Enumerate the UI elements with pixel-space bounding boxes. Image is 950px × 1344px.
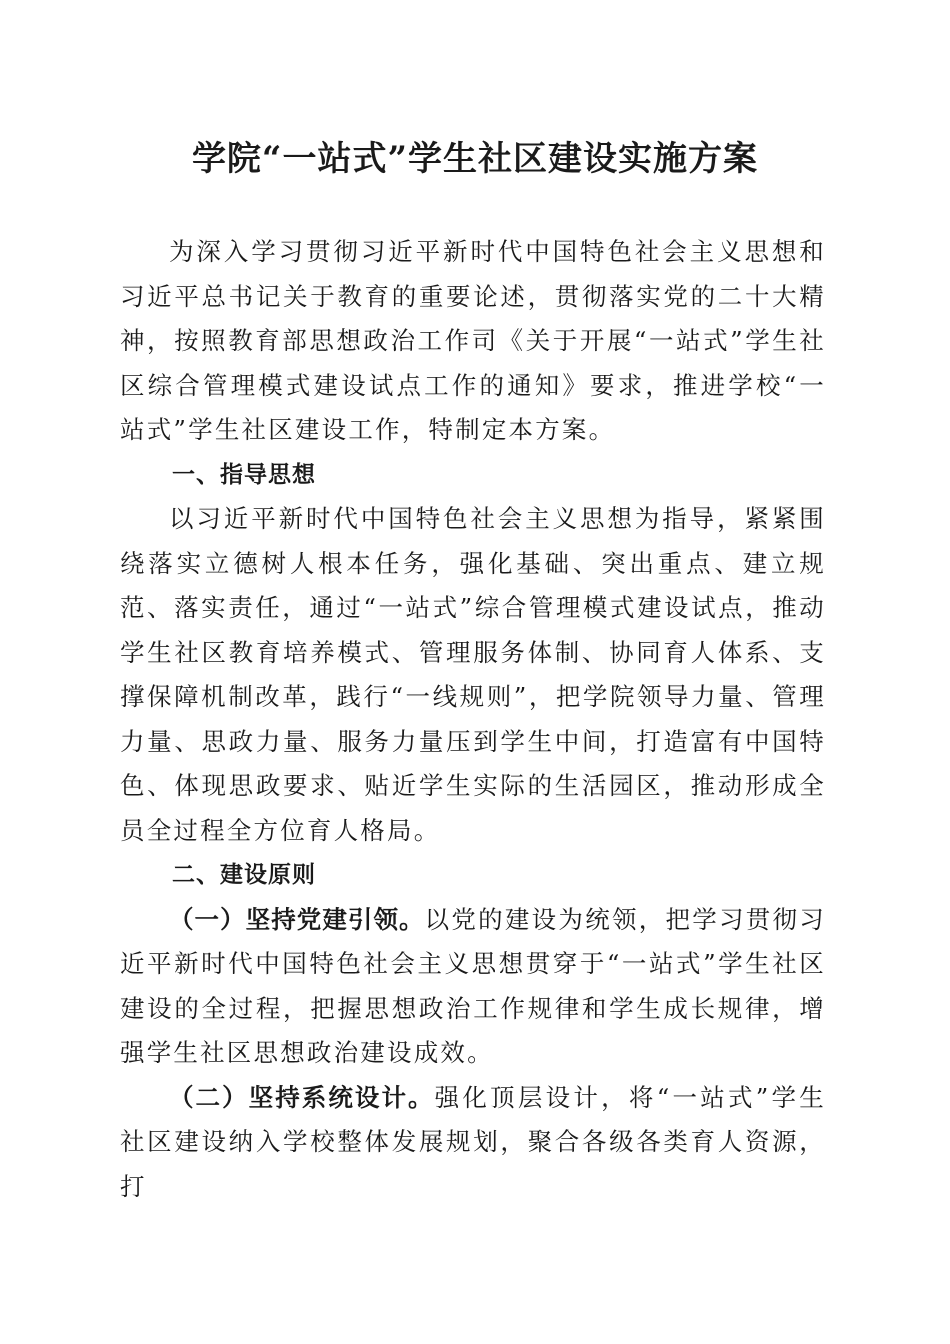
principle-text-system-design: 强化顶层设计，将“一站式”学生社区建设纳入学校整体发展规划，聚合各级各类育人资源，打 bbox=[120, 1082, 826, 1201]
principle-lead-system-design: （二）坚持系统设计。 bbox=[169, 1082, 435, 1112]
principle-lead-party-leadership: （一）坚持党建引领。 bbox=[169, 904, 425, 934]
principle-paragraph-party-leadership bbox=[120, 898, 826, 1076]
intro-paragraph: 为深入学习贯彻习近平新时代中国特色社会主义思想和习近平总书记关于教育的重要论述，贯彻落实党的二十大精神，按照教育部思想政治工作司《关于开展“一站式”学生社区综合管理模式建设试点工作的通知》要求，推进学校“一站式”学生社区建设工作，特制定本方案。 bbox=[120, 237, 826, 444]
section-heading-guiding-ideology: 一、指导思想 bbox=[172, 461, 316, 488]
document-body bbox=[120, 230, 826, 1209]
principle-paragraph-system-design bbox=[120, 1076, 826, 1210]
section-heading-principles: 二、建设原则 bbox=[172, 862, 316, 888]
document-title: 学院“一站式”学生社区建设实施方案 bbox=[191, 139, 759, 179]
principle-text-party-leadership: 以党的建设为统领，把学习贯彻习近平新时代中国特色社会主义思想贯穿于“一站式”学生社区建设的全过程，把握思想政治工作规律和学生成长规律，增强学生社区思想政治建设成效。 bbox=[120, 904, 826, 1067]
guiding-ideology-paragraph: 以习近平新时代中国特色社会主义思想为指导，紧紧围绕落实立德树人根本任务，强化基础、突出重点、建立规范、落实责任，通过“一站式”综合管理模式建设试点，推动学生社区教育培养模式、管理服务体制、协同育人体系、支撑保障机制改革，践行“一线规则”，把学院领导力量、管理力量、思政力量、服务力量压到学生中间，打造富有中国特色、体现思政要求、贴近学生实际的生活园区，推动形成全员全过程全方位育人格局。 bbox=[120, 504, 826, 845]
